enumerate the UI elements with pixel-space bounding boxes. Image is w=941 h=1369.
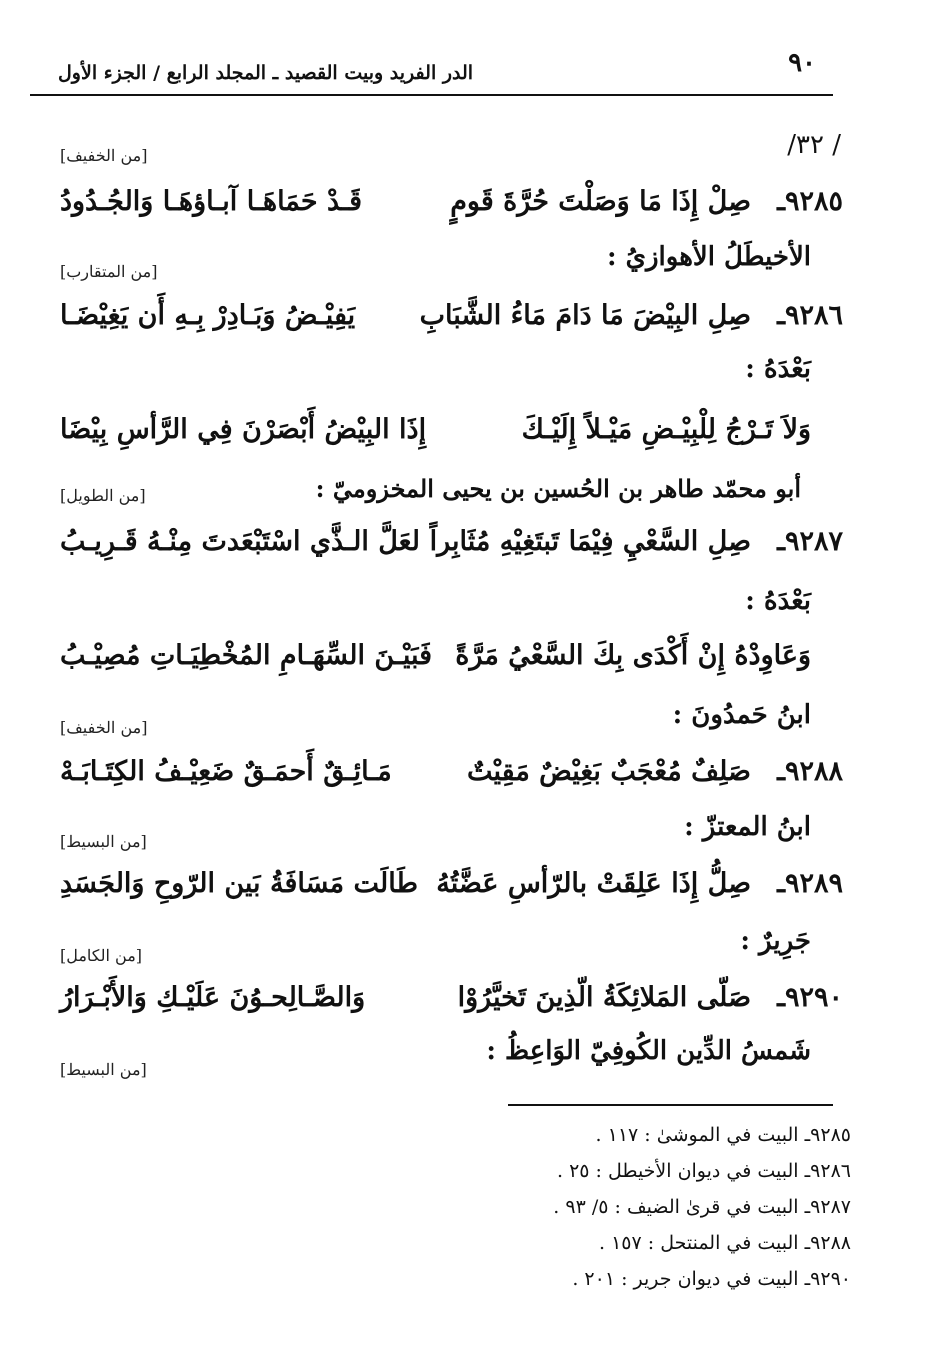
verse-number: ٩٢٨٧ـ (777, 526, 843, 557)
verse-first-hemistich: صِلِ السَّعْيِ فِيْمَا تَبتَغِيْهِ مُثَابِراً (429, 526, 751, 557)
meter-label: [من الكامل] (60, 946, 143, 965)
verse-9289 (60, 868, 843, 912)
meter-label: [من البسيط] (60, 1060, 147, 1079)
following-label: بَعْدَهُ : (745, 354, 811, 384)
following-label: بَعْدَهُ : (745, 586, 811, 616)
poet-name: ابنُ حَمدُونَ : (672, 700, 811, 730)
footnote: ٩٢٨٦ـ البيت في ديوان الأخيطل : ٢٥ . (556, 1160, 851, 1182)
meter-label: [من البسيط] (60, 832, 147, 851)
verse-9288 (60, 756, 843, 800)
poet-name: الأخيطَلُ الأهوازيُ : (606, 242, 811, 272)
verse-second-hemistich: لعَلَّ الـذَّي اسْتَبْعَدتَ مِنْـهُ قَـرِيـبُ (60, 526, 420, 557)
verse-number: ٩٢٨٩ـ (777, 868, 843, 899)
verse-9286 (60, 300, 843, 344)
verse-second-hemistich: طَالَت مَسَافَةُ بَين الرّوحِ وَالجَسَدِ (60, 868, 418, 899)
verse-first-hemistich: صِلِ البِيْضَ مَا دَامَ مَاءُ الشَّبَابِ (419, 300, 751, 331)
verse-second-hemistich: مَـائِـقٌ أَحمَـقٌ ضَعِيْـفُ الكِتَـابَـهْ (60, 756, 392, 787)
verse-second-hemistich: قَـدْ حَمَاهَـا آبـاؤهَـا وَالجُـدُودُ (60, 186, 362, 217)
verse-first-hemistich: صَلّى المَلائِكَةُ الّذِينَ تَخيَّرُوْا (457, 982, 751, 1013)
footnote: ٩٢٨٨ـ البيت في المنتحل : ١٥٧ . (599, 1232, 851, 1254)
verse-second-hemistich: يَفِيْـضُ وَبَـادِرْ بِـهِ أَن يَغِيْضَـا (60, 300, 356, 331)
footnote: ٩٢٨٥ـ البيت في الموشىٰ : ١١٧ . (595, 1124, 851, 1146)
verse-first-hemistich: وَلاَ تَـرْجُ لِلْبِيْـضِ مَيْـلاً إِلَيْـكَ (521, 414, 811, 445)
verse-number: ٩٢٨٥ـ (777, 186, 843, 217)
meter-label: [من الخفيف] (60, 146, 148, 165)
poet-name: ابنُ المعتزّ : (684, 812, 811, 842)
poet-name: شَمسُ الدِّين الكُوفِيّ الوَاعِظُ : (486, 1036, 811, 1066)
verse-second-hemistich: إِذَا البِيْضُ أَبْصَرْنَ فِي الرَّأسِ بِيْضَا (60, 414, 427, 445)
verse-first-hemistich: صَلِفٌ مُعْجَبٌ بَغِيْضٌ مَقِيْتٌ (467, 756, 751, 787)
section-reference: / ٣٢/ (787, 130, 841, 160)
header-rule (30, 94, 833, 96)
verse-9287 (60, 526, 843, 570)
verse-second-hemistich: فَبَيْـنَ السِّهَـامِ المُخْطِيَـاتِ مُصِيْـبُ (60, 640, 433, 671)
poet-name: أبو محمّد طاهر بن الحُسين بن يحيى المخزوميّ : (315, 474, 801, 503)
page-number: ٩٠ (788, 48, 816, 78)
meter-label: [من الخفيف] (60, 718, 148, 737)
verse-first-hemistich: وَعَاوِدْهُ إِنْ أَكْدَى بِكَ السَّعْيُ مَرَّةً (455, 640, 811, 671)
following-verse (60, 414, 811, 458)
footnote: ٩٢٨٧ـ البيت في قرىٰ الضيف : ٥/ ٩٣ . (553, 1196, 851, 1218)
verse-9285 (60, 186, 843, 230)
verse-number: ٩٢٩٠ـ (777, 982, 843, 1013)
poet-name: جَرِيرٌ : (740, 926, 811, 956)
verse-number: ٩٢٨٦ـ (777, 300, 843, 331)
meter-label: [من الطويل] (60, 486, 146, 505)
running-header: الدر الفريد وبيت القصيد ـ المجلد الرابع / الجزء الأول (58, 62, 474, 84)
verse-9290 (60, 982, 843, 1026)
verse-number: ٩٢٨٨ـ (777, 756, 843, 787)
verse-first-hemistich: صِلْ إِذَا مَا وَصَلْتَ حُرَّةَ قَومٍ (450, 186, 751, 217)
footnote-rule (508, 1104, 833, 1106)
meter-label: [من المتقارب] (60, 262, 158, 281)
verse-first-hemistich: صِلُّ إِذَا عَلِقَتْ بالرّأسِ عَضَّتُهُ (436, 868, 751, 899)
following-verse (60, 640, 811, 684)
verse-second-hemistich: وَالصَّـالِحـوُنَ عَلَيْـكِ وَالأَبْـرَارُ (60, 982, 366, 1013)
footnote: ٩٢٩٠ـ البيت في ديوان جرير : ٢٠١ . (572, 1268, 851, 1290)
